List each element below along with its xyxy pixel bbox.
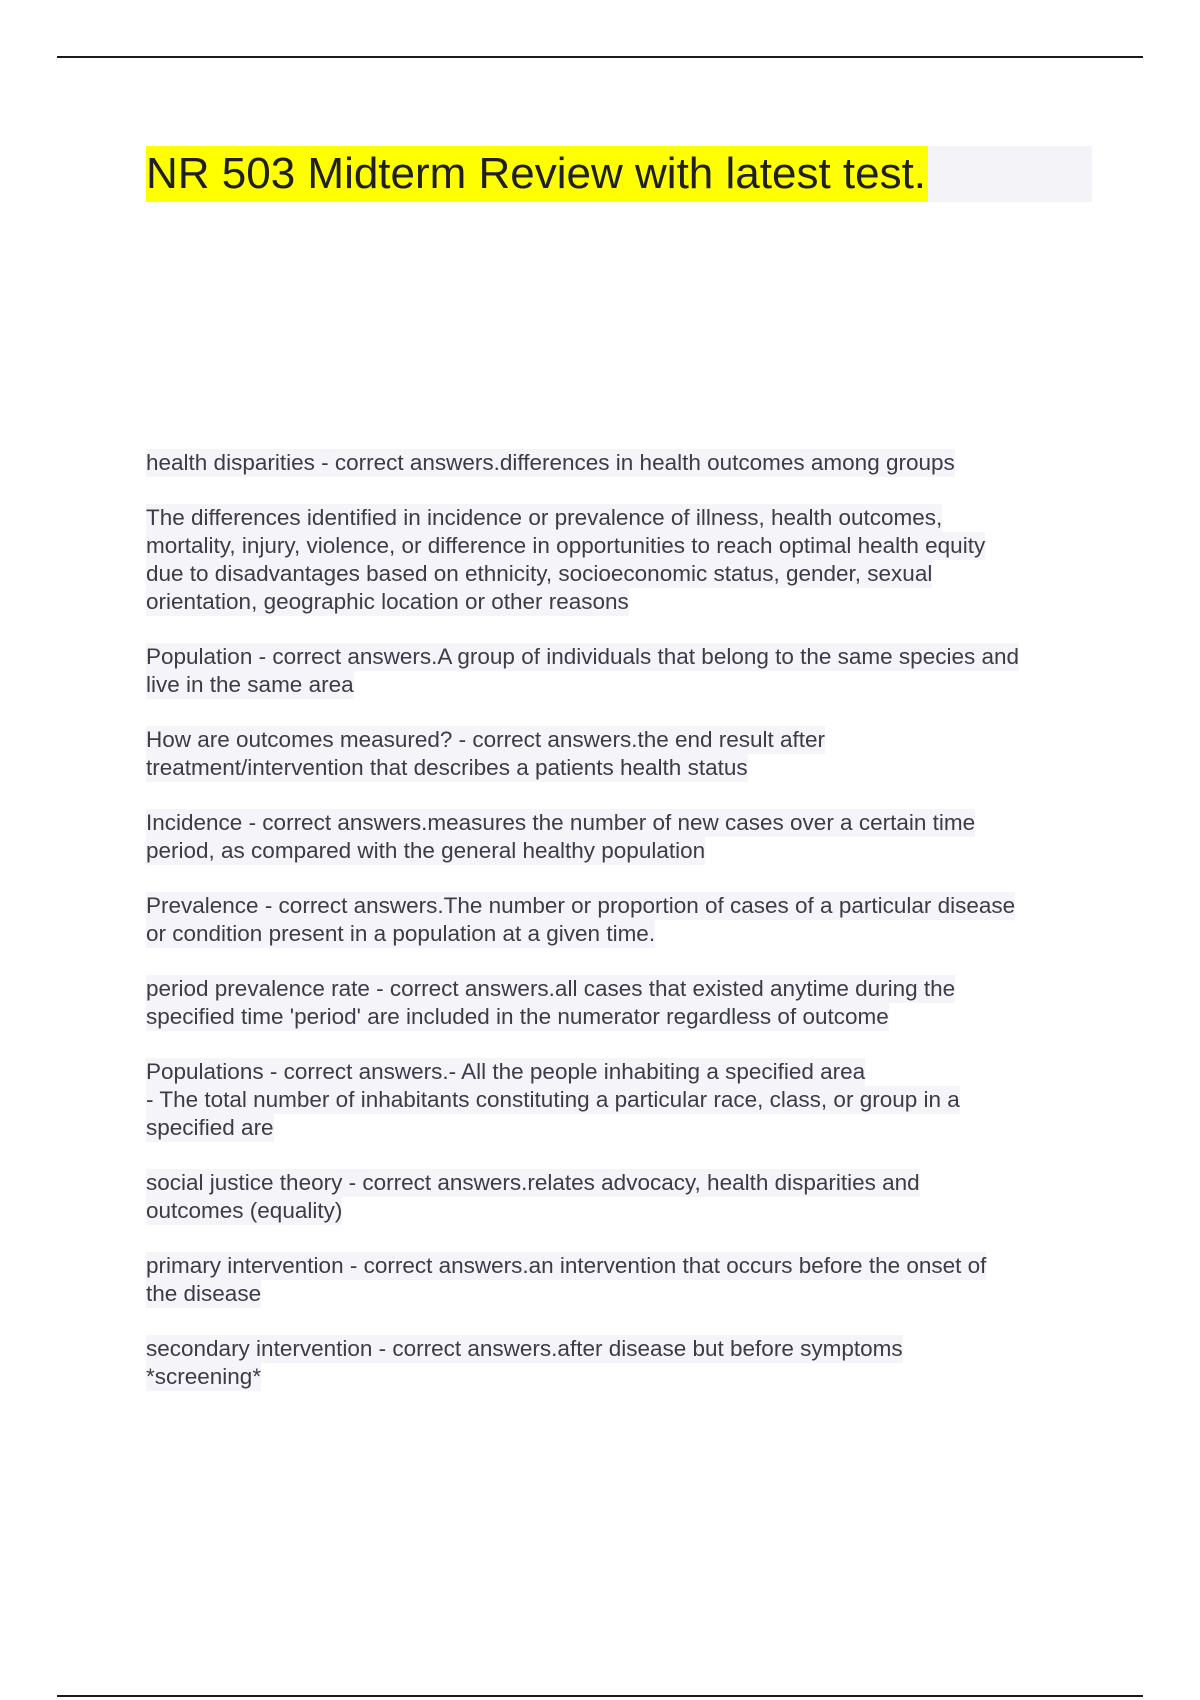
entry-line: Populations - correct answers.- All the people inhabiting a specified area (146, 1059, 866, 1084)
entry-line: orientation, geographic location or other reasons (146, 589, 629, 614)
entry-line: How are outcomes measured? - correct answers.the end result after (146, 727, 826, 752)
entry-outcomes-measured (146, 726, 1096, 782)
entry-line: specified are (146, 1115, 274, 1140)
entry-line: Prevalence - correct answers.The number or proportion of cases of a particular disease (146, 893, 1016, 918)
entry-line: outcomes (equality) (146, 1198, 343, 1223)
entry-line: Population - correct answers.A group of individuals that belong to the same species and (146, 644, 1020, 669)
entry-line: - The total number of inhabitants constituting a particular race, class, or group in a (146, 1087, 960, 1112)
entry-line: period, as compared with the general healthy population (146, 838, 706, 863)
document-title: NR 503 Midterm Review with latest test. (146, 146, 928, 202)
entry-line: social justice theory - correct answers.relates advocacy, health disparities and (146, 1170, 920, 1195)
entry-health-disparities-definition (146, 504, 1096, 616)
entry-social-justice-theory (146, 1169, 1096, 1225)
entry-period-prevalence-rate (146, 975, 1096, 1031)
bottom-divider (57, 1695, 1143, 1697)
entry-line: the disease (146, 1281, 262, 1306)
entry-line: specified time 'period' are included in the numerator regardless of outcome (146, 1004, 889, 1029)
entry-line: or condition present in a population at a given time. (146, 921, 656, 946)
entry-line: secondary intervention - correct answers.after disease but before symptoms (146, 1336, 903, 1361)
entry-line: due to disadvantages based on ethnicity, socioeconomic status, gender, sexual (146, 561, 933, 586)
entry-line: treatment/intervention that describes a patients health status (146, 755, 748, 780)
entry-line: *screening* (146, 1364, 262, 1389)
entry-health-disparities (146, 449, 1096, 477)
flashcard-list (146, 449, 1096, 1418)
entry-secondary-intervention (146, 1335, 1096, 1391)
top-divider (57, 56, 1143, 58)
entry-primary-intervention (146, 1252, 1096, 1308)
entry-incidence (146, 809, 1096, 865)
entry-line: period prevalence rate - correct answers.all cases that existed anytime during the (146, 976, 956, 1001)
entry-line: live in the same area (146, 672, 354, 697)
entry-line: primary intervention - correct answers.an intervention that occurs before the onset of (146, 1253, 987, 1278)
entry-populations (146, 1058, 1096, 1142)
entry-line: health disparities - correct answers.differences in health outcomes among groups (146, 450, 955, 475)
entry-line: mortality, injury, violence, or difference in opportunities to reach optimal health equity (146, 533, 986, 558)
entry-population (146, 643, 1096, 699)
entry-prevalence (146, 892, 1096, 948)
entry-line: Incidence - correct answers.measures the number of new cases over a certain time (146, 810, 976, 835)
entry-line: The differences identified in incidence or prevalence of illness, health outcomes, (146, 505, 943, 530)
